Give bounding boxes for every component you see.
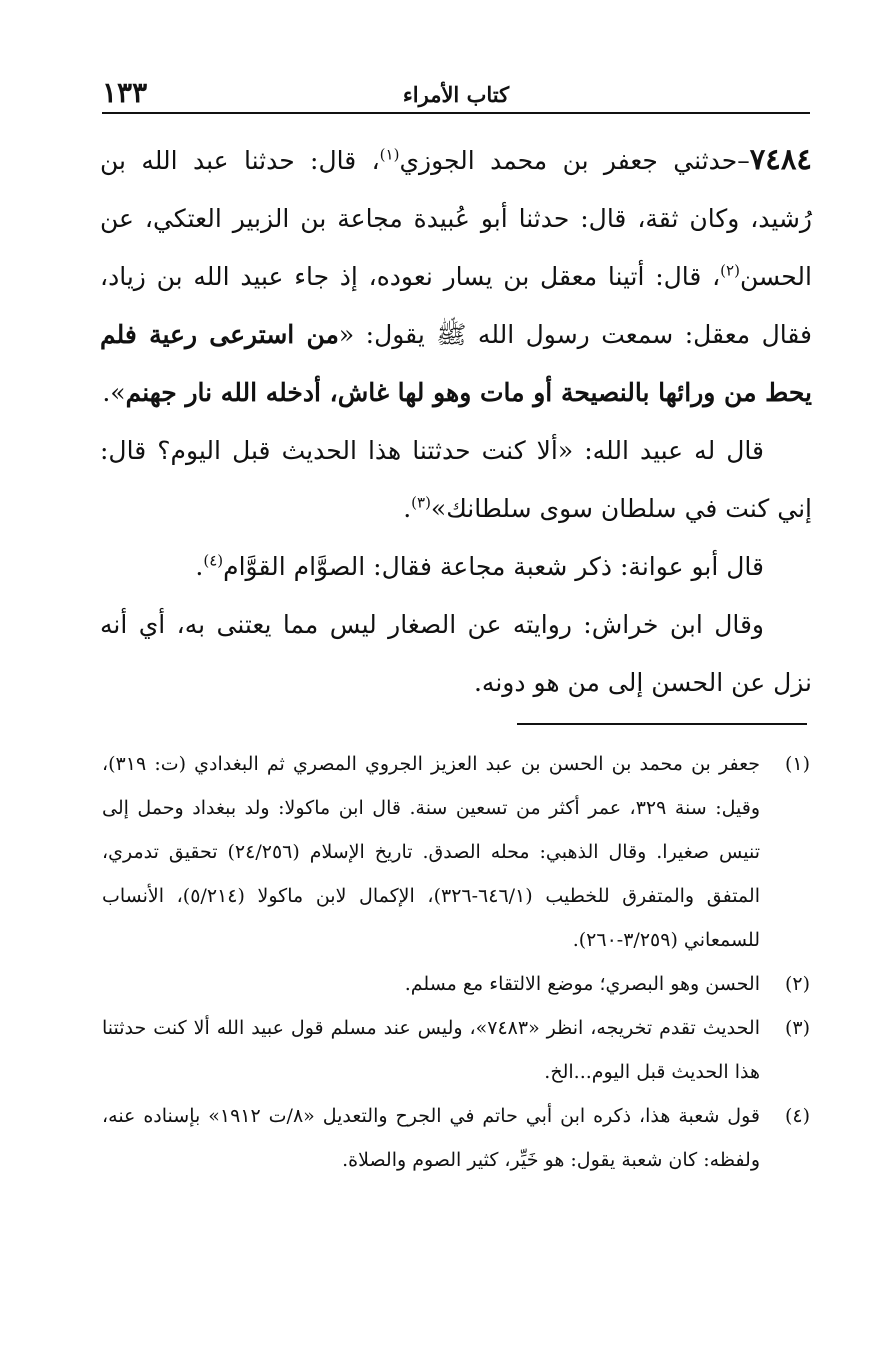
footnote: [102, 962, 810, 1006]
commentary-text: .: [195, 552, 204, 581]
footnote-ref: (٣): [411, 493, 431, 512]
footnote: [102, 1094, 810, 1182]
footnote-ref: (٤): [203, 551, 224, 570]
footnote-number: (٣): [784, 1017, 810, 1039]
running-title: كتاب الأمراء: [402, 82, 510, 107]
footnote-number: (٤): [784, 1105, 810, 1127]
hadith-text-part: ».: [102, 378, 126, 407]
footnote: [102, 1006, 810, 1094]
commentary-paragraph: وقال ابن خراش: روايته عن الصغار ليس مما يعتنى به، أي أنه نزل عن الحسن إلى من هو دونه.: [100, 610, 812, 697]
footnote-text: قول شعبة هذا، ذكره ابن أبي حاتم في الجرح والتعديل «٨/ت ١٩١٢» بإسناده عنه، ولفظه: كان شعبة يقول: هو خَيِّر، كثير الصوم والصلاة.: [102, 1105, 761, 1171]
hadith-text-part: ، قال: حدثنا عبد الله بن رُشيد، وكان ثقة، قال: حدثنا أبو عُبيدة مجاعة بن الزبير العتكي، عن الحسن: [100, 146, 812, 291]
hadith-paragraph: [100, 130, 812, 422]
main-text: [100, 130, 812, 712]
footnote-separator: [517, 723, 807, 725]
commentary-text: .: [403, 494, 412, 523]
commentary-text: قال له عبيد الله: «ألا كنت حدثتنا هذا الحديث قبل اليوم؟ قال: إني كنت في سلطان سوى سلطانك»: [100, 436, 812, 523]
footnote-ref: (٢): [720, 261, 740, 280]
footnotes-section: [102, 742, 810, 1182]
footnote-text: الحديث تقدم تخريجه، انظر «٧٤٨٣»، وليس عند مسلم قول عبيد الله ألا كنت حدثتنا هذا الحديث قبل اليوم...الخ.: [102, 1017, 760, 1083]
commentary-paragraph: [100, 538, 812, 596]
hadith-text-part: ، قال: أتينا معقل بن يسار نعوده، إذ جاء عبيد الله بن زياد، فقال معقل: سمعت رسول الله ﷺ يقول: «: [100, 262, 812, 349]
footnote-number: (١): [784, 753, 810, 775]
footnote: [102, 742, 810, 962]
footnote-text: جعفر بن محمد بن الحسن بن عبد العزيز الجروي المصري ثم البغدادي (ت: ٣١٩)، وقيل: سنة ٣٢٩، عمر أكثر من تسعين سنة. قال ابن ماكولا: ولد ببغداد وحمل إلى تنيس صغيرا. وقال الذهبي: محله الصدق. تاريخ الإسلام (٢٤/٢٥٦) تحقيق تدمري، المتفق والمتفرق للخطيب (٦٤٦/١-٣٢٦)، الإكمال لابن ماكولا (٥/٢١٤)، الأنساب للسمعاني (٣/٢٥٩-٢٦٠).: [102, 753, 760, 951]
hadith-matn: من استرعى رعية فلم يحط من ورائها بالنصيحة أو مات وهو لها غاش، أدخله الله نار جهنم: [100, 320, 812, 407]
hadith-text-part: –حدثني جعفر بن محمد الجوزي: [399, 146, 750, 175]
page-header: [102, 72, 810, 114]
footnote-number: (٢): [784, 973, 810, 995]
commentary-paragraph: [100, 422, 812, 538]
footnote-text: الحسن وهو البصري؛ موضع الالتقاء مع مسلم.: [404, 973, 760, 995]
hadith-number: ٧٤٨٤: [749, 142, 813, 176]
page-number: ١٣٣: [102, 76, 148, 109]
footnote-ref: (١): [379, 145, 400, 164]
commentary-text: قال أبو عوانة: ذكر شعبة مجاعة فقال: الصوَّام القوَّام: [223, 552, 764, 581]
